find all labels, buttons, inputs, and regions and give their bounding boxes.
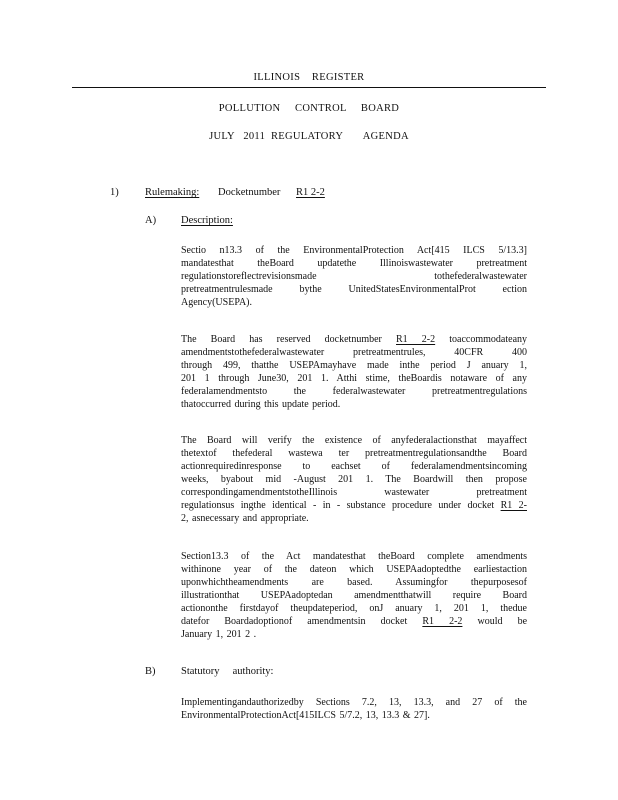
paragraph-description-1 [181,244,527,309]
item-number: 1) [110,187,119,198]
text-line: weeks, byabout mid -August 201 1. The Boardwill then propose [181,474,527,485]
text-line: The Board has reserved docketnumber R1 2-2 toaccommodateany [181,334,527,345]
text-line: actionrequiredinresponse to eachset of federalamendmentsincoming [181,461,527,472]
text-line: 2, asnecessary and appropriate. [181,513,309,524]
text-line: Implementingandauthorizedby Sections 7.2, 13, 13.3, and 27 of the [181,697,527,708]
text-line: EnvironmentalProtectionAct[415ILCS 5/7.2, 13, 13.3 & 27]. [181,710,430,721]
text-line: datefor Boardadoptionof amendmentsin docket R1 2-2 would be [181,616,527,627]
rulemaking-label: Rulemaking: [145,187,200,198]
section-b-letter: B) [145,666,156,677]
paragraph-description-3 [181,434,527,525]
register-title: ILLINOIS REGISTER [253,72,365,83]
text-line: illustrationthat USEPAadoptedan amendmentthatwill require Board [181,590,527,601]
text-line: amendmentstothefederalwastewater pretreatmentrules, 40CFR 400 [181,347,527,358]
text-line: regulationstoreflectrevisionsmade tothefederalwastewater [181,271,527,282]
text-line: thatoccurred during this update period. [181,399,341,410]
section-a-title: Description: [181,215,233,226]
text-line: Sectio n13.3 of the EnvironmentalProtection Act[415 ILCS 5/13.3] [181,245,527,256]
text-line: through 499, thatthe USEPAmayhave made inthe period J anuary 1, [181,360,527,371]
header-rule [72,87,546,88]
section-a-letter: A) [145,215,157,226]
text-line: uponwhichtheamendments are based. Assumingfor thepurposesof [181,577,527,588]
section-b-title: Statutory authority: [181,666,274,677]
text-line: pretreatmentrulesmade bythe UnitedStatesEnvironmentalProt ection [181,284,527,295]
board-title: POLLUTION CONTROL BOARD [218,103,400,114]
docket-reference: R1 2-2 [396,334,436,345]
paragraph-description-4 [181,550,527,641]
docket-number: R1 2-2 [296,187,325,198]
text-line: 201 1 through June30, 201 1. Atthi stime, theBoardis notaware of any [181,373,527,384]
text-line: thetextof thefederal wastewa ter pretreatmentregulationsandthe Board [181,448,527,459]
text-line: withinone year of the dateon which USEPAadoptedthe earliestaction [181,564,527,575]
text-line: The Board will verify the existence of anyfederalactionsthat mayaffect [181,435,527,446]
paragraph-statutory-authority [181,696,527,722]
text-line: mandatesthat theBoard updatethe Illinoiswastewater pretreatment [181,258,527,269]
text-line: correspondingamendmentstotheIllinois wastewater pretreatment [181,487,527,498]
text-line: Section13.3 of the Act mandatesthat theBoard complete amendments [181,551,527,562]
text-line: Agency(USEPA). [181,297,253,308]
docket-label: Docketnumber [218,187,281,198]
text-line: federalamendmentsto the federalwastewater pretreatmentregulations [181,386,527,397]
text-line: actiononthe firstdayof theupdateperiod, onJ anuary 1, 201 1, thedue [181,603,527,614]
text-line: January 1, 201 2 . [181,629,257,640]
docket-reference: R1 2- [500,500,527,511]
docket-reference: R1 2-2 [422,616,463,627]
agenda-title: JULY 2011 REGULATORY AGENDA [209,131,409,142]
text-line: regulationsus ingthe identical - in - substance procedure under docket R1 2- [181,500,527,511]
paragraph-description-2 [181,333,527,411]
